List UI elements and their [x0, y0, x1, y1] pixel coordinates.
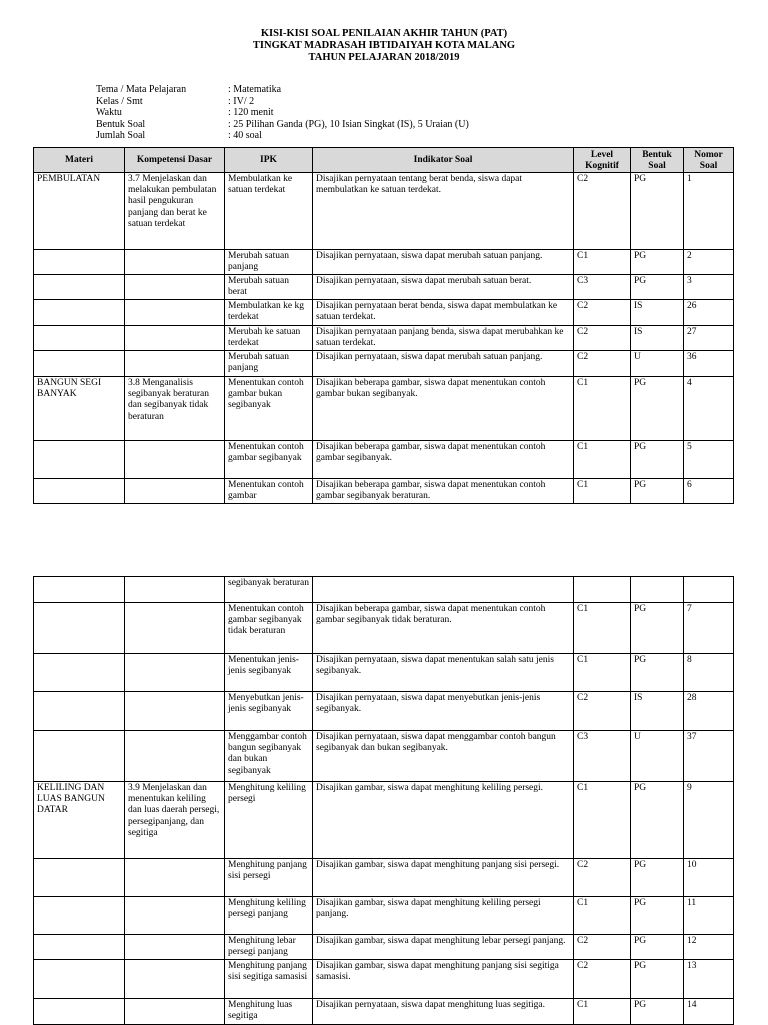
ipk-cell: Membulatkan ke satuan terdekat — [225, 173, 313, 250]
nomor-cell: 3 — [684, 275, 734, 300]
meta-label: Tema / Mata Pelajaran — [96, 84, 187, 95]
kompetensi-dasar-cell — [125, 351, 225, 377]
materi-cell — [34, 441, 125, 479]
indikator-cell: Disajikan pernyataan tentang berat benda, siswa dapat membulatkan ke satuan terdekat. — [313, 173, 574, 250]
materi-cell — [34, 577, 125, 603]
materi-cell — [34, 603, 125, 654]
doc-title-line-2: TINGKAT MADRASAH IBTIDAIYAH KOTA MALANG — [252, 40, 516, 51]
indikator-cell: Disajikan gambar, siswa dapat menghitung panjang sisi segitiga samasisi. — [313, 960, 574, 999]
table-row — [34, 275, 734, 300]
materi-cell — [34, 960, 125, 999]
doc-title-line-3: TAHUN PELAJARAN 2018/2019 — [308, 52, 460, 63]
nomor-cell: 36 — [684, 351, 734, 377]
nomor-cell: 1 — [684, 173, 734, 250]
header-indikator-soal: Indikator Soal — [313, 148, 574, 173]
meta-value: : Matematika — [228, 84, 282, 95]
materi-cell — [34, 275, 125, 300]
ipk-cell: Menghitung lebar persegi panjang — [225, 935, 313, 960]
header-level-kognitif: Level Kognitif — [574, 148, 631, 173]
nomor-cell: 10 — [684, 859, 734, 897]
kompetensi-dasar-cell: 3.8 Menganalisis segibanyak beraturan dan segibanyak tidak beraturan — [125, 377, 225, 441]
materi-cell — [34, 935, 125, 960]
kompetensi-dasar-cell — [125, 897, 225, 935]
nomor-cell: 13 — [684, 960, 734, 999]
table-row — [34, 300, 734, 326]
level-cell: C1 — [574, 897, 631, 935]
bentuk-cell: PG — [631, 935, 684, 960]
header-row — [34, 148, 734, 173]
indikator-cell: Disajikan pernyataan, siswa dapat menghitung luas segitiga. — [313, 999, 574, 1025]
indikator-cell: Disajikan gambar, siswa dapat menghitung keliling persegi panjang. — [313, 897, 574, 935]
table-row — [34, 654, 734, 692]
kompetensi-dasar-cell — [125, 960, 225, 999]
ipk-cell: Merubah satuan panjang — [225, 351, 313, 377]
level-cell: C1 — [574, 999, 631, 1025]
kompetensi-dasar-cell: 3.9 Menjelaskan dan menentukan keliling dan luas daerah persegi, persegipanjang, dan segitiga — [125, 782, 225, 859]
nomor-cell: 6 — [684, 479, 734, 504]
ipk-cell: Menggambar contoh bangun segibanyak dan bukan segibanyak — [225, 731, 313, 782]
table-row — [34, 326, 734, 351]
level-cell: C1 — [574, 377, 631, 441]
materi-cell — [34, 300, 125, 326]
kompetensi-dasar-cell — [125, 577, 225, 603]
bentuk-cell: PG — [631, 250, 684, 275]
indikator-cell: Disajikan pernyataan, siswa dapat menyebutkan jenis-jenis segibanyak. — [313, 692, 574, 731]
level-cell: C1 — [574, 479, 631, 504]
ipk-cell: Menentukan jenis-jenis segibanyak — [225, 654, 313, 692]
kompetensi-dasar-cell — [125, 250, 225, 275]
meta-label: Waktu — [96, 107, 122, 118]
table-row — [34, 603, 734, 654]
materi-cell: KELILING DAN LUAS BANGUN DATAR — [34, 782, 125, 859]
meta-value: : 25 Pilihan Ganda (PG), 10 Isian Singkat (IS), 5 Uraian (U) — [228, 118, 469, 130]
nomor-cell: 7 — [684, 603, 734, 654]
indikator-cell: Disajikan beberapa gambar, siswa dapat menentukan contoh gambar segibanyak. — [313, 441, 574, 479]
table-row — [34, 859, 734, 897]
bentuk-cell: U — [631, 731, 684, 782]
bentuk-cell: PG — [631, 654, 684, 692]
level-cell: C2 — [574, 935, 631, 960]
bentuk-cell: U — [631, 351, 684, 377]
materi-cell — [34, 692, 125, 731]
materi-cell — [34, 999, 125, 1025]
header-nomor-soal: Nomor Soal — [684, 148, 734, 173]
table-row — [34, 351, 734, 377]
table-row — [34, 960, 734, 999]
header-ipk: IPK — [225, 148, 313, 173]
nomor-cell: 27 — [684, 326, 734, 351]
ipk-cell: Menghitung keliling persegi — [225, 782, 313, 859]
level-cell: C1 — [574, 441, 631, 479]
level-cell: C2 — [574, 173, 631, 250]
level-cell: C2 — [574, 859, 631, 897]
level-cell: C3 — [574, 275, 631, 300]
table-row — [34, 577, 734, 603]
materi-cell: BANGUN SEGI BANYAK — [34, 377, 125, 441]
nomor-cell: 2 — [684, 250, 734, 275]
meta-row — [96, 96, 469, 108]
meta-label: Bentuk Soal — [96, 118, 146, 130]
meta-row — [96, 119, 469, 131]
table-row — [34, 250, 734, 275]
nomor-cell: 5 — [684, 441, 734, 479]
indikator-cell: Disajikan gambar, siswa dapat menghitung panjang sisi persegi. — [313, 859, 574, 897]
level-cell: C2 — [574, 960, 631, 999]
header-materi: Materi — [34, 148, 125, 173]
bentuk-cell: PG — [631, 479, 684, 504]
kisi-kisi-table-page-2 — [33, 576, 734, 1025]
bentuk-cell — [631, 577, 684, 603]
nomor-cell: 9 — [684, 782, 734, 859]
ipk-cell: Menghitung panjang sisi persegi — [225, 859, 313, 897]
ipk-cell: Merubah satuan berat — [225, 275, 313, 300]
nomor-cell: 4 — [684, 377, 734, 441]
kompetensi-dasar-cell — [125, 300, 225, 326]
nomor-cell: 12 — [684, 935, 734, 960]
indikator-cell: Disajikan pernyataan, siswa dapat menggambar contoh bangun segibanyak dan bukan segibanyak. — [313, 731, 574, 782]
materi-cell — [34, 479, 125, 504]
indikator-cell — [313, 577, 574, 603]
materi-cell — [34, 731, 125, 782]
meta-row — [96, 84, 469, 96]
table-row — [34, 377, 734, 441]
indikator-cell: Disajikan beberapa gambar, siswa dapat menentukan contoh gambar bukan segibanyak. — [313, 377, 574, 441]
nomor-cell — [684, 577, 734, 603]
indikator-cell: Disajikan pernyataan, siswa dapat merubah satuan panjang. — [313, 351, 574, 377]
bentuk-cell: PG — [631, 377, 684, 441]
meta-value: : 120 menit — [228, 107, 274, 118]
bentuk-cell: PG — [631, 173, 684, 250]
level-cell: C1 — [574, 603, 631, 654]
level-cell: C1 — [574, 654, 631, 692]
materi-cell — [34, 250, 125, 275]
indikator-cell: Disajikan pernyataan panjang benda, siswa dapat merubahkan ke satuan terdekat. — [313, 326, 574, 351]
level-cell: C2 — [574, 300, 631, 326]
bentuk-cell: IS — [631, 326, 684, 351]
ipk-cell: Menghitung panjang sisi segitiga samasisi — [225, 960, 313, 999]
meta-value: : 40 soal — [228, 130, 262, 141]
bentuk-cell: PG — [631, 999, 684, 1025]
kompetensi-dasar-cell — [125, 731, 225, 782]
bentuk-cell: PG — [631, 960, 684, 999]
nomor-cell: 28 — [684, 692, 734, 731]
meta-label: Jumlah Soal — [96, 130, 146, 141]
materi-cell — [34, 326, 125, 351]
kompetensi-dasar-cell — [125, 654, 225, 692]
table-row — [34, 173, 734, 250]
ipk-cell: Menyebutkan jenis-jenis segibanyak — [225, 692, 313, 731]
header-bentuk-soal: Bentuk Soal — [631, 148, 684, 173]
ipk-cell: Merubah satuan panjang — [225, 250, 313, 275]
table-row — [34, 731, 734, 782]
materi-cell — [34, 897, 125, 935]
kompetensi-dasar-cell — [125, 275, 225, 300]
table-row — [34, 782, 734, 859]
indikator-cell: Disajikan pernyataan, siswa dapat merubah satuan berat. — [313, 275, 574, 300]
meta-row — [96, 107, 469, 119]
meta-block — [96, 84, 469, 142]
level-cell — [574, 577, 631, 603]
bentuk-cell: PG — [631, 859, 684, 897]
materi-cell — [34, 654, 125, 692]
materi-cell: PEMBULATAN — [34, 173, 125, 250]
ipk-cell: segibanyak beraturan — [225, 577, 313, 603]
ipk-cell: Menentukan contoh gambar bukan segibanyak — [225, 377, 313, 441]
header-kompetensi-dasar: Kompetensi Dasar — [125, 148, 225, 173]
table-row — [34, 441, 734, 479]
kisi-kisi-table-page-1 — [33, 147, 734, 504]
kompetensi-dasar-cell — [125, 692, 225, 731]
kompetensi-dasar-cell — [125, 479, 225, 504]
kompetensi-dasar-cell — [125, 326, 225, 351]
indikator-cell: Disajikan pernyataan, siswa dapat menentukan salah satu jenis segibanyak. — [313, 654, 574, 692]
table-row — [34, 479, 734, 504]
level-cell: C2 — [574, 326, 631, 351]
meta-label: Kelas / Smt — [96, 95, 143, 107]
table-row — [34, 897, 734, 935]
bentuk-cell: PG — [631, 603, 684, 654]
bentuk-cell: PG — [631, 275, 684, 300]
bentuk-cell: PG — [631, 782, 684, 859]
materi-cell — [34, 859, 125, 897]
level-cell: C2 — [574, 692, 631, 731]
indikator-cell: Disajikan gambar, siswa dapat menghitung keliling persegi. — [313, 782, 574, 859]
table-row — [34, 935, 734, 960]
kompetensi-dasar-cell — [125, 999, 225, 1025]
meta-row — [96, 130, 469, 142]
level-cell: C2 — [574, 351, 631, 377]
indikator-cell: Disajikan pernyataan berat benda, siswa dapat membulatkan ke satuan terdekat. — [313, 300, 574, 326]
kompetensi-dasar-cell — [125, 603, 225, 654]
kompetensi-dasar-cell — [125, 935, 225, 960]
bentuk-cell: IS — [631, 692, 684, 731]
kompetensi-dasar-cell: 3.7 Menjelaskan dan melakukan pembulatan hasil pengukuran panjang dan berat ke satuan terdekat — [125, 173, 225, 250]
bentuk-cell: PG — [631, 441, 684, 479]
kompetensi-dasar-cell — [125, 859, 225, 897]
indikator-cell: Disajikan beberapa gambar, siswa dapat menentukan contoh gambar segibanyak tidak beraturan. — [313, 603, 574, 654]
table-row — [34, 999, 734, 1025]
bentuk-cell: IS — [631, 300, 684, 326]
ipk-cell: Menentukan contoh gambar segibanyak — [225, 441, 313, 479]
nomor-cell: 14 — [684, 999, 734, 1025]
meta-value: : IV/ 2 — [228, 95, 255, 107]
kompetensi-dasar-cell — [125, 441, 225, 479]
ipk-cell: Menentukan contoh gambar — [225, 479, 313, 504]
ipk-cell: Menentukan contoh gambar segibanyak tidak beraturan — [225, 603, 313, 654]
doc-title-line-1: KISI-KISI SOAL PENILAIAN AKHIR TAHUN (PAT) — [260, 28, 508, 39]
level-cell: C1 — [574, 250, 631, 275]
ipk-cell: Merubah ke satuan terdekat — [225, 326, 313, 351]
bentuk-cell: PG — [631, 897, 684, 935]
level-cell: C1 — [574, 782, 631, 859]
level-cell: C3 — [574, 731, 631, 782]
ipk-cell: Menghitung keliling persegi panjang — [225, 897, 313, 935]
indikator-cell: Disajikan gambar, siswa dapat menghitung lebar persegi panjang. — [313, 935, 574, 960]
table-row — [34, 692, 734, 731]
nomor-cell: 37 — [684, 731, 734, 782]
nomor-cell: 11 — [684, 897, 734, 935]
indikator-cell: Disajikan beberapa gambar, siswa dapat menentukan contoh gambar segibanyak beraturan. — [313, 479, 574, 504]
indikator-cell: Disajikan pernyataan, siswa dapat merubah satuan panjang. — [313, 250, 574, 275]
ipk-cell: Membulatkan ke kg terdekat — [225, 300, 313, 326]
nomor-cell: 8 — [684, 654, 734, 692]
materi-cell — [34, 351, 125, 377]
nomor-cell: 26 — [684, 300, 734, 326]
ipk-cell: Menghitung luas segitiga — [225, 999, 313, 1025]
